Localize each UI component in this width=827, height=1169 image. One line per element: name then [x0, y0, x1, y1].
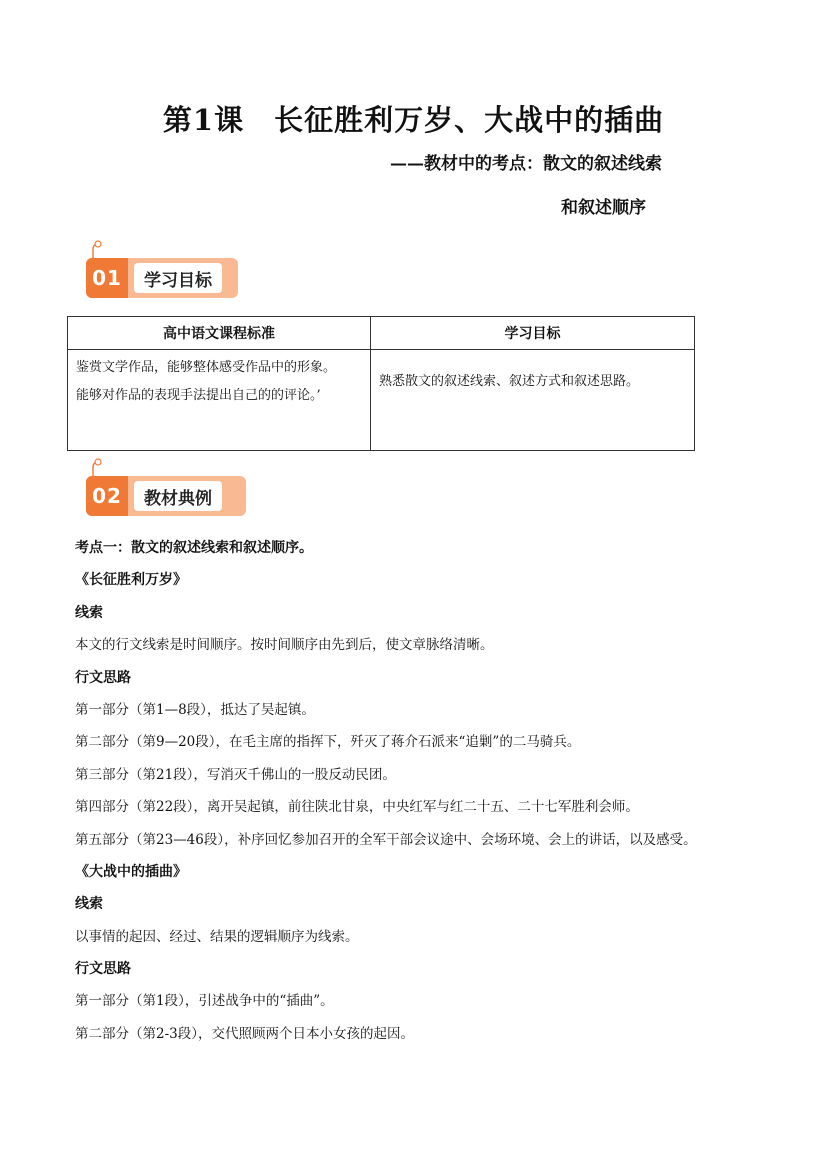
table-row	[68, 350, 695, 451]
section-number: 01	[86, 258, 128, 298]
body-line: 考点一：散文的叙述线索和叙述顺序。	[75, 540, 313, 556]
body-line: 行文思路	[75, 669, 131, 686]
body-line: 《长征胜利万岁》	[75, 572, 187, 589]
table-cell-standard	[68, 350, 371, 451]
section-badge-learning-goals	[82, 240, 252, 300]
section-badge-bar	[86, 476, 246, 516]
page-subtitle-line-2: 和叙述顺序	[561, 198, 646, 218]
body-line: 以事情的起因、经过、结果的逻辑顺序为线索。	[75, 928, 359, 945]
section-number: 02	[86, 476, 128, 516]
body-line: 第二部分（第2-3段），交代照顾两个日本小女孩的起因。	[75, 1025, 414, 1042]
table-header-goal: 学习目标	[371, 317, 695, 350]
section-label: 学习目标	[134, 263, 222, 293]
section-badge-textbook-examples	[82, 458, 252, 518]
standard-line: 鉴赏文学作品，能够整体感受作品中的形象。	[76, 360, 337, 375]
table-header-row	[68, 317, 695, 350]
body-line: 第四部分（第22段），离开吴起镇，前往陕北甘泉，中央红军与红二十五、二十七军胜利会师。	[75, 799, 639, 816]
goal-line: 熟悉散文的叙述线索、叙述方式和叙述思路。	[379, 374, 640, 389]
table-cell-goal	[371, 350, 695, 451]
body-line: 第三部分（第21段），写消灭千佛山的一股反动民团。	[75, 766, 396, 783]
body-line: 第一部分（第1—8段），抵达了吴起镇。	[75, 701, 315, 718]
section-label: 教材典例	[134, 481, 222, 511]
body-line: 第一部分（第1段），引述战争中的“插曲”。	[75, 993, 334, 1010]
body-line: 线索	[75, 896, 103, 913]
body-line: 线索	[75, 604, 103, 621]
body-line: 第五部分（第23—46段），补序回忆参加召开的全军干部会议途中、会场环境、会上的讲话，以及感受。	[75, 831, 697, 848]
body-line: 行文思路	[75, 961, 131, 978]
body-text	[75, 532, 775, 1050]
section-badge-bar	[86, 258, 238, 298]
page-title: 第1课 长征胜利万岁、大战中的插曲	[162, 103, 665, 137]
standard-line: 能够对作品的表现手法提出自己的的评论。’	[76, 388, 321, 403]
body-line: 第二部分（第9—20段），在毛主席的指挥下，歼灭了蒋介石派来“追剿”的二马骑兵。	[75, 734, 581, 751]
table-header-standard: 高中语文课程标准	[68, 317, 371, 350]
page-subtitle-line-1: ——教材中的考点：散文的叙述线索	[390, 154, 662, 174]
learning-goals-table	[67, 316, 695, 451]
body-line: 本文的行文线索是时间顺序。按时间顺序由先到后，使文章脉络清晰。	[75, 637, 494, 654]
body-line: 《大战中的插曲》	[75, 863, 187, 880]
